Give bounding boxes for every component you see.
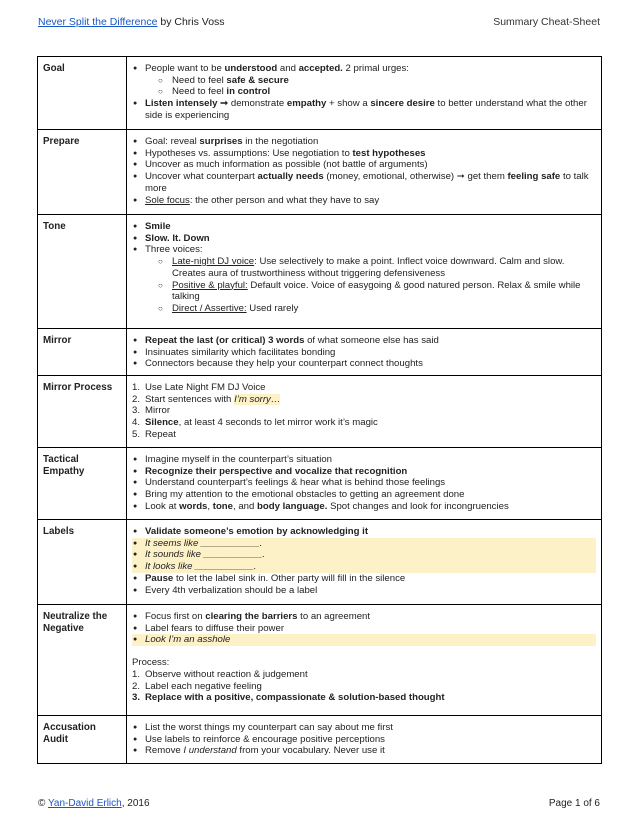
list-item: 3. Mirror — [132, 405, 171, 417]
table-row — [38, 376, 602, 448]
row-title: Tone — [38, 215, 127, 329]
list-item: 5. Repeat — [132, 428, 176, 440]
list-item: ● Repeat the last (or critical) 3 words of what someone else has said — [132, 335, 596, 347]
list-item: ● Hypotheses vs. assumptions: Use negotiation to test hypotheses — [132, 148, 596, 160]
table-row — [38, 448, 602, 520]
sub-list-item: ○ Positive & playful: Default voice. Voice of easygoing & good natured person. Relax & smile while talking — [145, 280, 596, 303]
row-title: Tactical Empathy — [38, 448, 127, 520]
list-item: ● Bring my attention to the emotional obstacles to getting an agreement done — [132, 489, 596, 501]
sub-list-item: ○ Need to feel safe & secure — [145, 75, 596, 87]
list-item: ● Remove I understand from your vocabulary. Never use it — [132, 745, 596, 757]
list-item: ● Listen intensely ➞ demonstrate empathy + show a sincere desire to better understand what the other side is experiencing — [132, 98, 596, 121]
row-content — [127, 716, 602, 764]
page-footer — [38, 798, 600, 812]
row-content — [127, 605, 602, 716]
list-item: ● Imagine myself in the counterpart’s situation — [132, 454, 596, 466]
list-item: ● Every 4th verbalization should be a label — [132, 585, 596, 597]
list-item: 1. Observe without reaction & judgement — [132, 668, 308, 680]
table-row — [38, 57, 602, 130]
table-row — [38, 329, 602, 376]
row-content — [127, 57, 602, 130]
page-number: Page 1 of 6 — [548, 798, 600, 809]
sub-list-item: ○ Direct / Assertive: Used rarely — [145, 303, 596, 315]
row-content — [127, 329, 602, 376]
book-title-link[interactable]: Never Split the Difference — [38, 16, 158, 28]
list-item: 4. Silence, at least 4 seconds to let mirror work it’s magic — [132, 417, 378, 429]
list-item: ● Insinuates similarity which facilitates bonding — [132, 347, 596, 359]
row-content — [127, 376, 602, 448]
list-item: ● It looks like ___________. — [132, 561, 596, 573]
row-title: Goal — [38, 57, 127, 130]
list-item: ● Label fears to diffuse their power — [132, 623, 596, 635]
list-item: ● Uncover as much information as possible (not battle of arguments) — [132, 159, 596, 171]
table-row — [38, 520, 602, 605]
row-title: Prepare — [38, 130, 127, 215]
header-author: by Chris Voss — [157, 16, 225, 28]
list-item: 1. Use Late Night FM DJ Voice — [132, 382, 266, 393]
list-item: 2. Label each negative feeling — [132, 680, 262, 692]
list-item: ● Look I’m an asshole — [132, 634, 596, 646]
row-content — [127, 448, 602, 520]
row-content — [127, 130, 602, 215]
table-row — [38, 716, 602, 764]
sub-list-item: ○ Late-night DJ voice: Use selectively to make a point. Inflect voice downward. Calm and slow. Creates aura of trustworthiness without triggering defensiveness — [145, 256, 596, 279]
list-item: 2. Start sentences with I’m sorry… — [132, 393, 281, 405]
list-item: ● Uncover what counterpart actually needs (money, emotional, otherwise) ➞ get them feeling safe to talk more — [132, 171, 596, 194]
list-item: ● Sole focus: the other person and what they have to say — [132, 195, 596, 207]
header-doc-type: Summary Cheat-Sheet — [493, 16, 600, 28]
table-row — [38, 130, 602, 215]
header-left — [38, 16, 225, 28]
page-header — [38, 16, 600, 32]
list-item: ● Recognize their perspective and vocalize that recognition — [132, 466, 596, 478]
list-item: ● It sounds like ___________. — [132, 549, 596, 561]
row-title: Neutralize the Negative — [38, 605, 127, 716]
list-item: ● Slow. It. Down — [132, 233, 596, 245]
row-title: Mirror — [38, 329, 127, 376]
footer-copyright: © Yan-David Erlich, 2016 — [38, 798, 150, 809]
sub-list-item: ○ Need to feel in control — [145, 86, 596, 98]
list-item: ● Smile — [132, 221, 596, 233]
list-item: ● People want to be understood and accepted. 2 primal urges: ○ Need to feel safe & secure ○ Need to feel in control — [132, 63, 596, 98]
author-link[interactable]: Yan-David Erlich — [47, 798, 122, 809]
list-item: ● Focus first on clearing the barriers to an agreement — [132, 611, 596, 623]
row-title: Labels — [38, 520, 127, 605]
list-item: ● Look at words, tone, and body language. Spot changes and look for incongruencies — [132, 501, 596, 513]
list-item: ● Connectors because they help your counterpart connect thoughts — [132, 358, 596, 370]
process-label: Process: — [132, 657, 170, 669]
cheat-sheet-table — [37, 56, 602, 764]
list-item: ● Goal: reveal surprises in the negotiation — [132, 136, 596, 148]
list-item: ● Pause to let the label sink in. Other party will fill in the silence — [132, 573, 596, 585]
list-item: ● Use labels to reinforce & encourage positive perceptions — [132, 734, 596, 746]
row-content — [127, 215, 602, 329]
row-title: Accusation Audit — [38, 716, 127, 764]
table-row — [38, 215, 602, 329]
list-item: 3. Replace with a positive, compassionate & solution-based thought — [132, 692, 445, 704]
list-item: ● It seems like ___________. — [132, 538, 596, 550]
list-item: ● Understand counterpart’s feelings & hear what is behind those feelings — [132, 477, 596, 489]
list-item: ● Three voices: ○ Late-night DJ voice: Use selectively to make a point. Inflect voice downward. Calm and slow. Creates aura of trustworthiness without triggering defensiveness ○ Positive & playful: Default voice. Voice of easygoing & good natured person. Relax & smile while talking ○ Direct / Assertive: Used rarely — [132, 244, 596, 314]
list-item: ● List the worst things my counterpart can say about me first — [132, 722, 596, 734]
row-title: Mirror Process — [38, 376, 127, 448]
row-content — [127, 520, 602, 605]
table-row — [38, 605, 602, 716]
list-item: ● Validate someone’s emotion by acknowledging it — [132, 526, 596, 538]
